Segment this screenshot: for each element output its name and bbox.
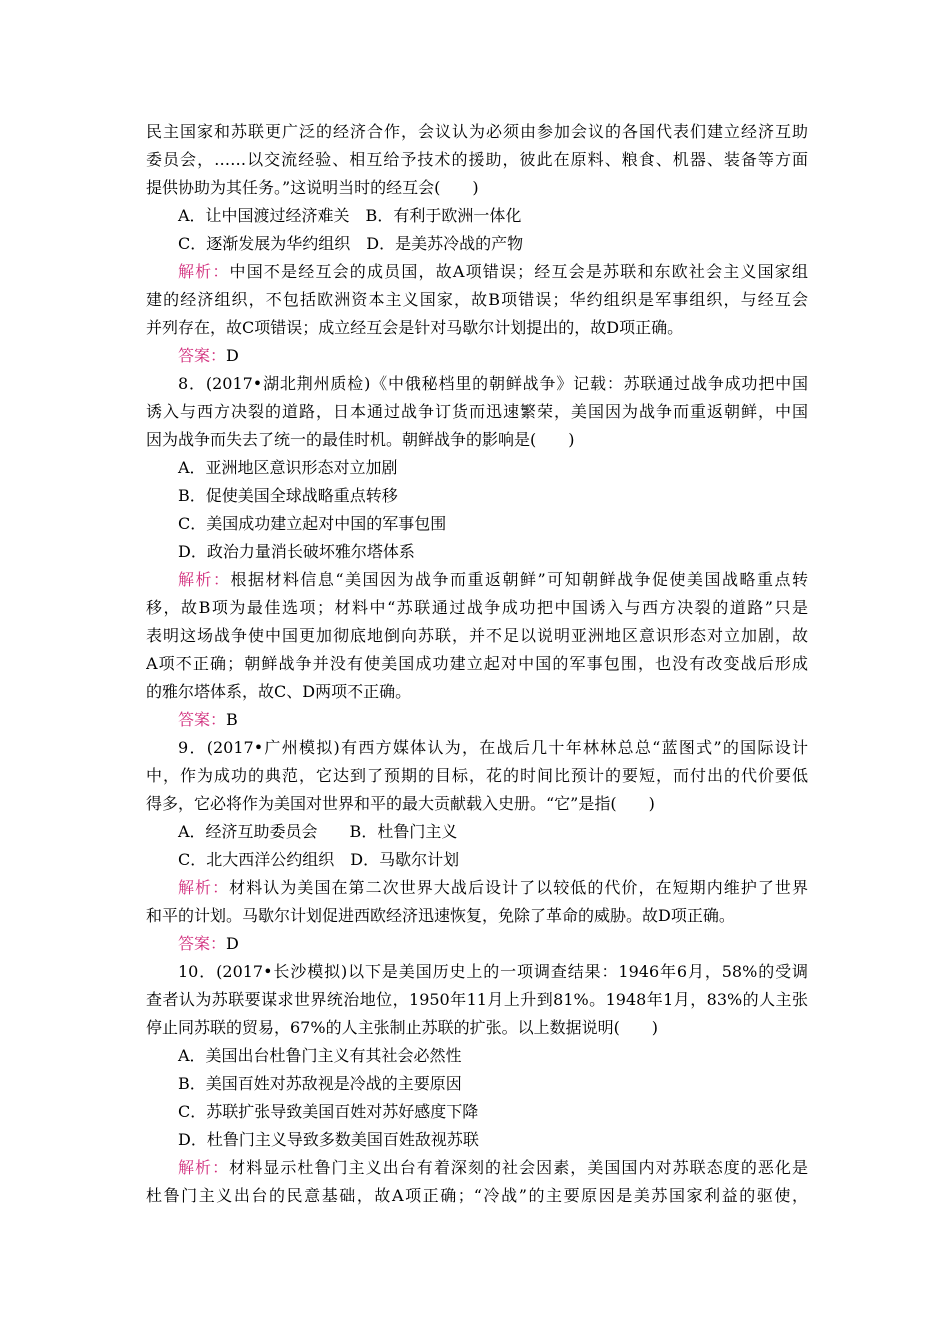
- q7-analysis-line: 解析：中国不是经互会的成员国，故A项错误；经互会是苏联和东欧社会主义国家组: [178, 262, 808, 281]
- q9-option: C．北大西洋公约组织 D．马歇尔计划: [178, 850, 460, 869]
- q8-option: D．政治力量消长破坏雅尔塔体系: [178, 542, 415, 561]
- q10-stem-line: 查者认为苏联要谋求世界统治地位，1950年11月上升到81%。1948年1月，83%的人主张: [146, 990, 808, 1009]
- q7-stem-line: 委员会，……以交流经验、相互给予技术的援助，彼此在原料、粮食、机器、装备等方面: [146, 150, 808, 169]
- q9-stem-line: 中，作为成功的典范，它达到了预期的目标，花的时间比预计的要短，而付出的代价要低: [146, 766, 808, 785]
- q9-answer: [146, 930, 808, 958]
- q10-option: D．杜鲁门主义导致多数美国百姓敌视苏联: [178, 1130, 479, 1149]
- q8-answer: [146, 706, 808, 734]
- q8-stem-line: 8．(2017•湖北荆州质检)《中俄秘档里的朝鲜战争》记载：苏联通过战争成功把中国: [178, 374, 808, 393]
- q8-stem-line: 因为战争而失去了统一的最佳时机。朝鲜战争的影响是( ): [146, 430, 575, 449]
- q10-analysis-line: 杜鲁门主义出台的民意基础，故A项正确；“冷战”的主要原因是美苏国家利益的驱使，: [146, 1186, 808, 1205]
- question-9: [146, 734, 808, 958]
- q10-stem-line: 10．(2017•长沙模拟)以下是美国历史上的一项调查结果：1946年6月，58%的受调: [178, 962, 808, 981]
- q9-analysis-line: 解析：材料认为美国在第二次世界大战后设计了以较低的代价，在短期内维护了世界: [178, 878, 808, 897]
- q7-stem-line: 民主国家和苏联更广泛的经济合作，会议认为必须由参加会议的各国代表们建立经济互助: [146, 122, 808, 141]
- answer-label: 答案：: [178, 710, 227, 729]
- answer-value: B: [226, 710, 238, 729]
- question-8: [146, 370, 808, 734]
- q8-analysis-line: 的雅尔塔体系，故C、D两项不正确。: [146, 682, 412, 701]
- q7-analysis-line: 并列存在，故C项错误；成立经互会是针对马歇尔计划提出的，故D项正确。: [146, 318, 684, 337]
- q9-option: A．经济互助委员会 B．杜鲁门主义: [178, 822, 458, 841]
- q7-analysis-line: 建的经济组织，不包括欧洲资本主义国家，故B项错误；华约组织是军事组织，与经互会: [146, 290, 808, 309]
- q10-option: A．美国出台杜鲁门主义有其社会必然性: [178, 1046, 462, 1065]
- answer-value: D: [226, 346, 239, 365]
- analysis-label: 解析：: [178, 1158, 230, 1177]
- analysis-label: 解析：: [178, 570, 231, 589]
- answer-label: 答案：: [178, 346, 227, 365]
- q7-answer: [146, 342, 808, 370]
- answer-label: 答案：: [178, 934, 227, 953]
- q8-analysis-line: 表明这场战争使中国更加彻底地倒向苏联，并不足以说明亚洲地区意识形态对立加剧，故: [146, 626, 808, 645]
- question-10: [146, 958, 808, 1210]
- q7-option: C．逐渐发展为华约组织 D．是美苏冷战的产物: [178, 234, 524, 253]
- q8-option: B．促使美国全球战略重点转移: [178, 486, 398, 505]
- q9-stem-line: 得多，它必将作为美国对世界和平的最大贡献载入史册。“它”是指( ): [146, 794, 655, 813]
- q7-option: A．让中国渡过经济难关 B．有利于欧洲一体化: [178, 206, 522, 225]
- q9-stem-line: 9．(2017•广州模拟)有西方媒体认为，在战后几十年林林总总“蓝图式”的国际设计: [178, 738, 808, 757]
- analysis-label: 解析：: [178, 262, 230, 281]
- q8-analysis-line: A项不正确；朝鲜战争并没有使美国成功建立起对中国的军事包围，也没有改变战后形成: [146, 654, 808, 673]
- question-7: [146, 118, 808, 370]
- q10-option: C．苏联扩张导致美国百姓对苏好感度下降: [178, 1102, 479, 1121]
- q8-analysis-line: 解析：根据材料信息“美国因为战争而重返朝鲜”可知朝鲜战争促使美国战略重点转: [178, 570, 808, 589]
- q8-analysis-line: 移，故B项为最佳选项；材料中“苏联通过战争成功把中国诱入与西方决裂的道路”只是: [146, 598, 808, 617]
- q8-stem-line: 诱入与西方决裂的道路，日本通过战争订货而迅速繁荣，美国因为战争而重返朝鲜，中国: [146, 402, 808, 421]
- q7-stem-line: 提供协助为其任务。”这说明当时的经互会( ): [146, 178, 479, 197]
- analysis-label: 解析：: [178, 878, 230, 897]
- q10-option: B．美国百姓对苏敌视是冷战的主要原因: [178, 1074, 462, 1093]
- q8-option: A．亚洲地区意识形态对立加剧: [178, 458, 398, 477]
- q8-option: C．美国成功建立起对中国的军事包围: [178, 514, 447, 533]
- q9-analysis-line: 和平的计划。马歇尔计划促进西欧经济迅速恢复，免除了革命的威胁。故D项正确。: [146, 906, 735, 925]
- document-body: [146, 118, 808, 1210]
- q10-analysis-line: 解析：材料显示杜鲁门主义出台有着深刻的社会因素，美国国内对苏联态度的恶化是: [178, 1158, 808, 1177]
- answer-value: D: [226, 934, 239, 953]
- q10-stem-line: 停止同苏联的贸易，67%的人主张制止苏联的扩张。以上数据说明( ): [146, 1018, 659, 1037]
